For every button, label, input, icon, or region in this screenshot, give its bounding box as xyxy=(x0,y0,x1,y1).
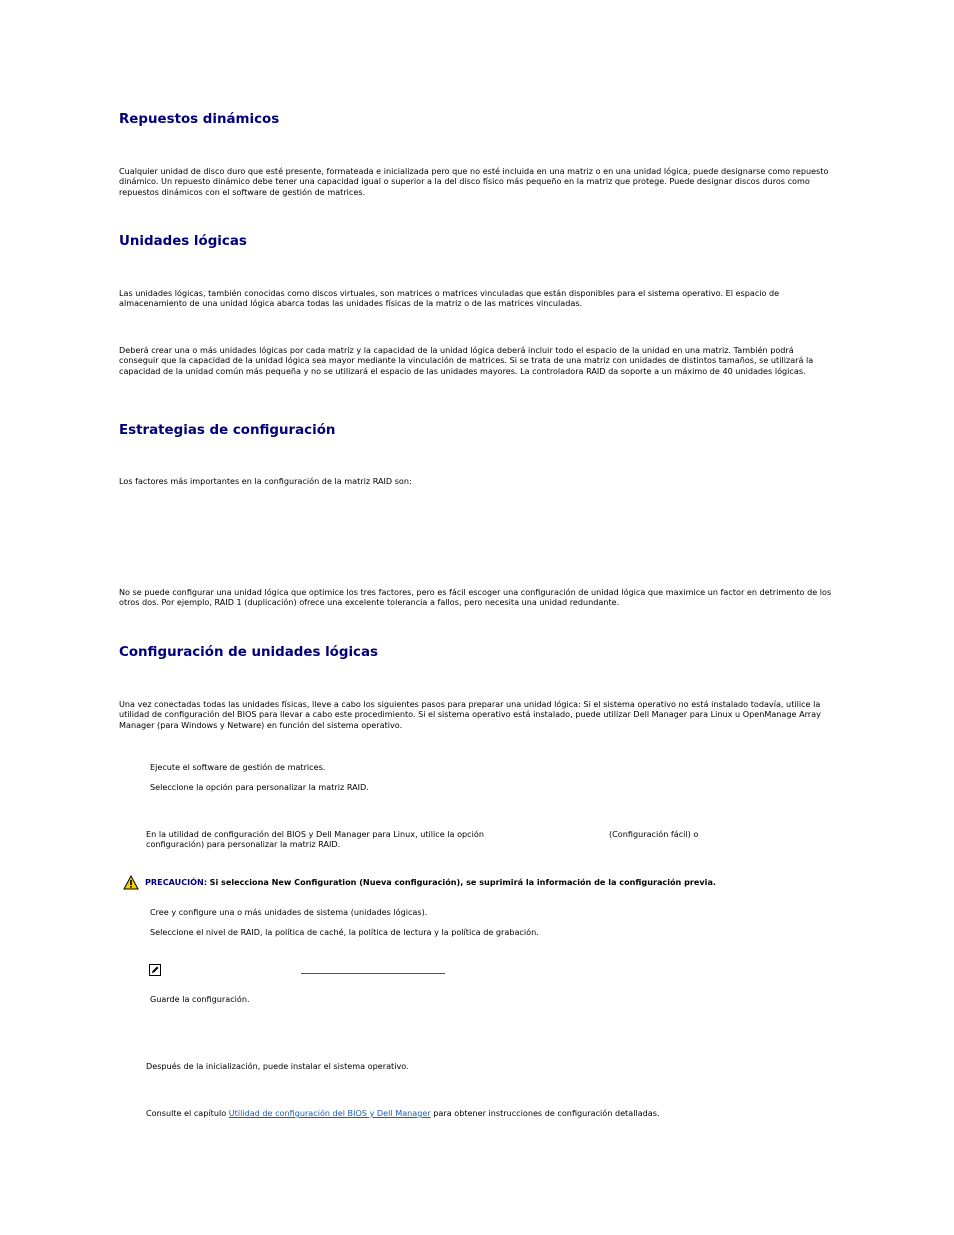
heading-hot-spares: Repuestos dinámicos xyxy=(119,112,280,127)
configuring-intro: Una vez conectadas todas las unidades físicas, lleve a cabo los siguientes pasos para preparar una unidad lógica: Si el sistema operativo no está instalado todavía, utilice la utilidad de configuración del BIOS para llevar a cabo este procedimiento. Si el sistema operativo está instalado, puede utilizar Dell Manager para Linux u OpenManage Array Manager (para Windows y Netware) en función del sistema operativo. xyxy=(119,699,821,730)
step-2: Seleccione la opción para personalizar la matriz RAID. xyxy=(150,782,369,792)
caution-note xyxy=(145,877,716,887)
note-pencil-icon xyxy=(149,964,161,976)
caution-label: PRECAUCIÓN: xyxy=(145,877,208,887)
bios-utility-link[interactable]: Utilidad de configuración del BIOS y Dell Manager xyxy=(228,1108,431,1118)
see-suffix: para obtener instrucciones de configuración detalladas. xyxy=(433,1108,660,1118)
step-4: Seleccione el nivel de RAID, la política de caché, la política de lectura y la política de grabación. xyxy=(150,927,539,937)
hot-spares-paragraph: Cualquier unidad de disco duro que esté presente, formateada e inicializada pero que no esté incluida en una matriz o en una unidad lógica, puede designarse como repuesto dinámico. Un repuesto dinámico debe tener una capacidad igual o superior a la del disco físico más pequeño en la matriz que protege. Puede designar discos duros como repuestos dinámicos con el software de gestión de matrices. xyxy=(119,166,829,197)
note-link-underline[interactable] xyxy=(301,973,445,974)
see-chapter-line xyxy=(146,1108,660,1118)
strategies-intro: Los factores más importantes en la configuración de la matriz RAID son: xyxy=(119,476,412,486)
bios-note-part-b: (Configuración fácil) o xyxy=(609,829,699,839)
step-3: Cree y configure una o más unidades de sistema (unidades lógicas). xyxy=(150,907,428,917)
heading-strategies: Estrategias de configuración xyxy=(119,423,336,438)
caution-icon xyxy=(123,875,139,890)
step-5: Guarde la configuración. xyxy=(150,994,250,1004)
caution-text: Si selecciona New Configuration (Nueva configuración), se suprimirá la información de la configuración previa. xyxy=(209,877,716,887)
bios-note-part-a: En la utilidad de configuración del BIOS y Dell Manager para Linux, utilice la opción xyxy=(146,829,484,839)
see-prefix: Consulte el capítulo xyxy=(146,1108,227,1118)
heading-logical-drives: Unidades lógicas xyxy=(119,234,247,249)
strategies-paragraph: No se puede configurar una unidad lógica que optimice los tres factores, pero es fácil escoger una configuración de unidad lógica que maximice un factor en detrimento de los otros dos. Por ejemplo, RAID 1 (duplicación) ofrece una excelente tolerancia a fallos, pero necesita una unidad redundante. xyxy=(119,587,832,608)
heading-configuring: Configuración de unidades lógicas xyxy=(119,645,378,660)
logical-drives-paragraph-2: Deberá crear una o más unidades lógicas por cada matriz y la capacidad de la unidad lógica deberá incluir todo el espacio de la unidad en una matriz. También podrá conseguir que la capacidad de la unidad lógica sea mayor mediante la vinculación de matrices. Si se trata de una matriz con unidades de distintos tamaños, se utilizará la capacidad de la unidad común más pequeña y no se utilizará el espacio de las unidades mayores. La controladora RAID da soporte a un máximo de 40 unidades lógicas. xyxy=(119,345,814,376)
step-1: Ejecute el software de gestión de matrices. xyxy=(150,762,326,772)
after-init-text: Después de la inicialización, puede instalar el sistema operativo. xyxy=(146,1061,409,1071)
bios-note-part-c: configuración) para personalizar la matriz RAID. xyxy=(146,839,341,849)
logical-drives-paragraph-1: Las unidades lógicas, también conocidas como discos virtuales, son matrices o matrices vinculadas que están disponibles para el sistema operativo. El espacio de almacenamiento de una unidad lógica abarca todas las unidades físicas de la matriz o de las matrices vinculadas. xyxy=(119,288,780,309)
